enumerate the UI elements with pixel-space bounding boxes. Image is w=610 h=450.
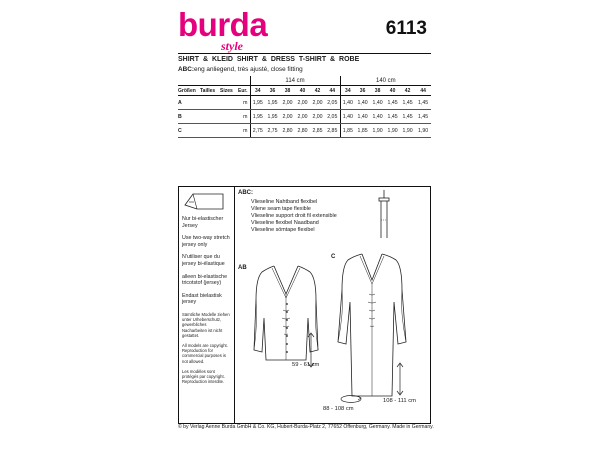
size-cell: 40 — [295, 86, 310, 96]
size-cell: 38 — [280, 86, 295, 96]
yardage-cell: 1,90 — [400, 124, 415, 138]
fit-text: eng anliegend, très ajusté, close fitting — [193, 66, 303, 73]
length-arrow-c — [395, 362, 405, 396]
yardage-cell: 1,90 — [415, 124, 431, 138]
yardage-cell: 2,05 — [325, 110, 340, 124]
frame-divider — [234, 186, 235, 424]
yardage-cell: 1,95 — [250, 110, 265, 124]
fit-label: ABC: — [178, 66, 194, 73]
yardage-cell: 2,75 — [265, 124, 280, 138]
yardage-cell: 2,00 — [310, 96, 325, 110]
yardage-cell: 1,85 — [355, 124, 370, 138]
interfacing-line: Vlieseline support droit fil extensible — [251, 213, 337, 219]
yardage-cell: 1,95 — [265, 110, 280, 124]
yardage-cell: 2,00 — [310, 110, 325, 124]
size-cell: 36 — [355, 86, 370, 96]
yardage-cell: 1,95 — [265, 96, 280, 110]
header-eur: Eur. — [238, 86, 250, 96]
yardage-cell: 2,00 — [295, 96, 310, 110]
interfacing-line: Vilene seam tape flexible — [251, 206, 311, 212]
header-sizes: Sizes — [220, 86, 238, 96]
fit-description — [178, 66, 303, 73]
table-row-b — [178, 110, 431, 124]
yardage-cell: 2,00 — [280, 96, 295, 110]
yardage-cell: 1,45 — [415, 110, 431, 124]
view-label-ab: AB — [238, 265, 247, 271]
yardage-cell: 1,40 — [340, 110, 355, 124]
yardage-cell: 2,80 — [295, 124, 310, 138]
interfacing-list — [251, 199, 337, 234]
fabric-width-row — [178, 76, 431, 86]
interfacing-line: Vlieseline Nahtband flexibel — [251, 199, 318, 205]
copyright-footer: © by Verlag Aenne Burda GmbH & Co. KG, Hubert-Burda-Platz 2, 77652 Offenburg, Germany. Made in Germany. — [178, 424, 434, 430]
seam-tape-icon — [374, 190, 394, 242]
stretch-fabric-icon — [183, 191, 225, 213]
yardage-cell: 2,00 — [280, 110, 295, 124]
yardage-cell: 2,75 — [250, 124, 265, 138]
note-de: Nur bi-elastischer Jersey — [182, 216, 224, 229]
hem-width-icon — [339, 394, 363, 404]
note-fr: N'utiliser que du jersey bi-élastique — [182, 254, 225, 267]
view-label: C — [178, 124, 238, 138]
view-label: A — [178, 96, 238, 110]
yardage-cell: 1,40 — [355, 96, 370, 110]
note-en: Use two-way stretch jersey only — [182, 235, 230, 248]
interfacing-label: ABC: — [238, 190, 253, 196]
yardage-cell: 1,45 — [385, 96, 400, 110]
size-cell: 44 — [325, 86, 340, 96]
yardage-table — [178, 76, 431, 138]
yardage-cell: 1,45 — [400, 96, 415, 110]
yardage-cell: 2,05 — [325, 96, 340, 110]
size-cell: 42 — [400, 86, 415, 96]
yardage-cell: 1,40 — [355, 110, 370, 124]
size-cell: 36 — [265, 86, 280, 96]
size-cell: 40 — [385, 86, 400, 96]
measurement-ab-length: 59 - 61 cm — [292, 362, 320, 368]
unit-label: m — [238, 96, 250, 110]
note-sv: Endast bielastisk jersey — [182, 292, 222, 306]
size-cell: 44 — [415, 86, 431, 96]
copyright-fr: Les modèles sont protégés par copyright. Reproduction interdite. — [182, 368, 225, 385]
yardage-cell: 2,85 — [325, 124, 340, 138]
yardage-cell: 2,80 — [280, 124, 295, 138]
measurement-c-hem: 88 - 108 cm — [323, 406, 354, 412]
yardage-cell: 1,90 — [370, 124, 385, 138]
yardage-cell: 2,85 — [310, 124, 325, 138]
unit-label: m — [238, 110, 250, 124]
size-cell: 34 — [340, 86, 355, 96]
yardage-cell: 1,45 — [400, 110, 415, 124]
header-rule — [178, 53, 431, 54]
yardage-cell: 1,40 — [370, 96, 385, 110]
size-cell: 42 — [310, 86, 325, 96]
yardage-cell: 1,45 — [415, 96, 431, 110]
measurement-c-length: 108 - 111 cm — [383, 398, 416, 404]
yardage-cell: 1,85 — [340, 124, 355, 138]
burda-style-logo — [178, 8, 274, 52]
copyright-de: Sämtliche Modelle ziehen unter Urheberschutz, gewerbliches Nacharbeiten ist nicht gestattet. — [182, 311, 230, 338]
fabric-notes — [182, 216, 232, 389]
interfacing-line: Vlieseline flexibel Naadband — [251, 220, 319, 226]
size-cell: 34 — [250, 86, 265, 96]
yardage-cell: 1,45 — [385, 110, 400, 124]
unit-label: m — [238, 124, 250, 138]
view-label: B — [178, 110, 238, 124]
header-tailles: Tailles — [200, 86, 220, 96]
yardage-cell: 1,90 — [385, 124, 400, 138]
yardage-cell: 1,40 — [340, 96, 355, 110]
size-cell: 38 — [370, 86, 385, 96]
copyright-en: All models are copyright. Reproduction for commercial purposes is not allowed. — [182, 342, 228, 364]
fabric-width-114: 114 cm — [250, 76, 340, 86]
brand-sub: style — [221, 39, 243, 53]
pattern-number: 6113 — [385, 18, 427, 39]
table-row-c — [178, 124, 431, 138]
yardage-cell: 1,95 — [250, 96, 265, 110]
garment-titles: SHIRT & KLEID SHIRT & DRESS T-SHIRT & ROBE — [178, 56, 360, 63]
size-header-row — [178, 86, 431, 96]
yardage-cell: 2,00 — [295, 110, 310, 124]
brand-name: burda — [178, 6, 268, 43]
note-nl: alleen bi-elastische tricotstof (jersey) — [182, 273, 228, 287]
table-row-a — [178, 96, 431, 110]
header-groessen: Größen — [178, 86, 200, 96]
yardage-cell: 1,40 — [370, 110, 385, 124]
fabric-width-140: 140 cm — [340, 76, 431, 86]
view-label-c: C — [331, 254, 336, 260]
interfacing-line: Vlieseline sömtape flexibel — [251, 227, 315, 233]
